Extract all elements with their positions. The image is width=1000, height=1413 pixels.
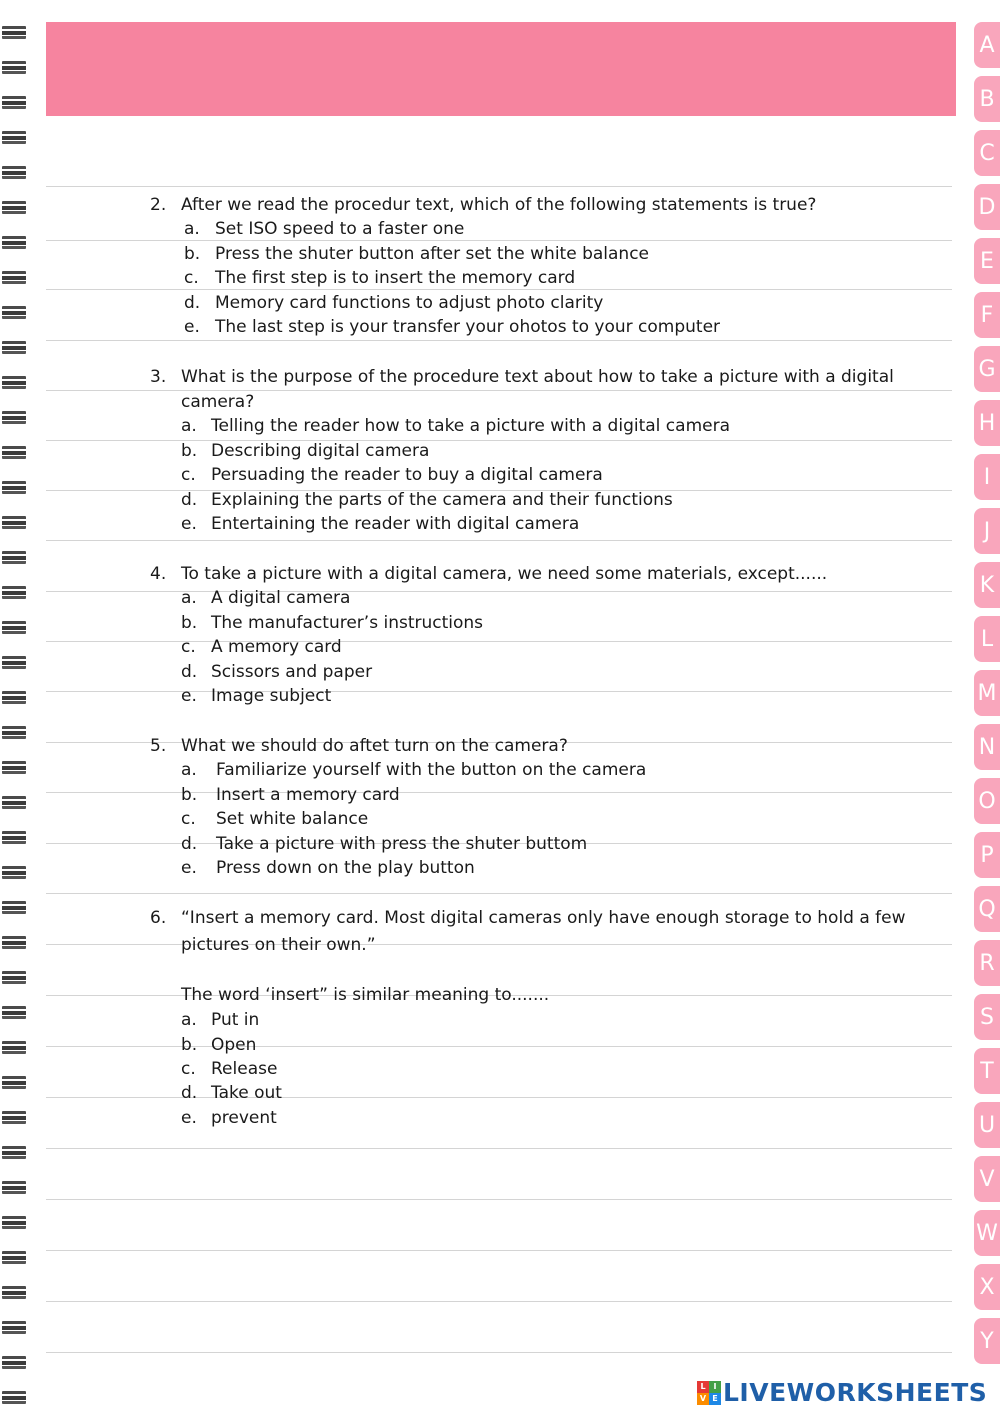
spiral-ring [2, 26, 26, 39]
spiral-ring [2, 621, 26, 634]
option-text[interactable]: Release [211, 1059, 278, 1079]
option-letter: b. [181, 785, 198, 805]
spiral-ring [2, 831, 26, 844]
logo-text: LIVEWORKSHEETS [723, 1378, 988, 1407]
spiral-ring [2, 1181, 26, 1194]
tab-r: R [974, 940, 1000, 986]
option-text[interactable]: Memory card functions to adjust photo clarity [215, 293, 604, 313]
option-letter: c. [181, 1059, 196, 1079]
option-letter: c. [184, 268, 199, 288]
spiral-ring [2, 796, 26, 809]
spiral-ring [2, 1356, 26, 1369]
tab-j: J [974, 508, 1000, 554]
spiral-ring [2, 96, 26, 109]
spiral-ring [2, 971, 26, 984]
spiral-ring [2, 1321, 26, 1334]
logo-mark-letter: L [697, 1381, 709, 1393]
question-text: What we should do aftet turn on the camera? [181, 736, 568, 756]
spiral-ring [2, 516, 26, 529]
tab-e: E [974, 238, 1000, 284]
spiral-ring [2, 1006, 26, 1019]
spiral-ring [2, 271, 26, 284]
option-letter: c. [181, 637, 196, 657]
logo-mark-letter: V [697, 1393, 709, 1405]
option-text[interactable]: Set white balance [216, 809, 369, 829]
ruled-line [46, 893, 952, 894]
option-letter: b. [181, 613, 198, 633]
tab-q: Q [974, 886, 1000, 932]
option-letter: e. [181, 514, 197, 534]
tab-n: N [974, 724, 1000, 770]
spiral-ring [2, 201, 26, 214]
ruled-line [46, 289, 952, 290]
tab-u: U [974, 1102, 1000, 1148]
option-letter: d. [181, 490, 198, 510]
option-letter: d. [184, 293, 201, 313]
option-letter: d. [181, 834, 198, 854]
spiral-ring [2, 1251, 26, 1264]
question-number: 4. [150, 564, 167, 584]
option-letter: e. [181, 858, 197, 878]
option-letter: d. [181, 1083, 198, 1103]
tab-p: P [974, 832, 1000, 878]
spiral-binding [0, 18, 30, 1413]
spiral-ring [2, 61, 26, 74]
question-number: 3. [150, 367, 167, 387]
option-text[interactable]: Open [211, 1035, 257, 1055]
spiral-ring [2, 1111, 26, 1124]
header-band [46, 22, 956, 116]
option-text[interactable]: prevent [211, 1108, 277, 1128]
ruled-line [46, 1250, 952, 1251]
alphabet-tabs [974, 18, 1000, 1378]
option-text[interactable]: Persuading the reader to buy a digital camera [211, 465, 603, 485]
logo-mark-letter: E [709, 1393, 721, 1405]
tab-m: M [974, 670, 1000, 716]
option-text[interactable]: A digital camera [211, 588, 351, 608]
ruled-line [46, 1301, 952, 1302]
spiral-ring [2, 411, 26, 424]
spiral-ring [2, 376, 26, 389]
spiral-ring [2, 1216, 26, 1229]
option-text[interactable]: Entertaining the reader with digital camera [211, 514, 580, 534]
spiral-ring [2, 236, 26, 249]
option-letter: a. [181, 416, 197, 436]
option-letter: c. [181, 465, 196, 485]
ruled-line [46, 240, 952, 241]
option-letter: e. [181, 1108, 197, 1128]
spiral-ring [2, 1391, 26, 1404]
option-text[interactable]: Take out [211, 1083, 282, 1103]
question-text: What is the purpose of the procedure text about how to take a picture with a digital [181, 367, 894, 387]
spiral-ring [2, 656, 26, 669]
option-text[interactable]: Scissors and paper [211, 662, 373, 682]
quote-text: “Insert a memory card. Most digital cameras only have enough storage to hold a few [181, 908, 906, 928]
option-letter: c. [181, 809, 196, 829]
option-letter: a. [181, 760, 197, 780]
tab-g: G [974, 346, 1000, 392]
ruled-line [46, 540, 952, 541]
tab-a: A [974, 22, 1000, 68]
option-text[interactable]: Describing digital camera [211, 441, 430, 461]
spiral-ring [2, 1041, 26, 1054]
quote-text: pictures on their own.” [181, 935, 376, 955]
option-text[interactable]: Press the shuter button after set the white balance [215, 244, 650, 264]
tab-s: S [974, 994, 1000, 1040]
tab-c: C [974, 130, 1000, 176]
spiral-ring [2, 1146, 26, 1159]
question-number: 5. [150, 736, 167, 756]
spiral-ring [2, 481, 26, 494]
tab-v: V [974, 1156, 1000, 1202]
ruled-line [46, 1199, 952, 1200]
option-letter: b. [181, 1035, 198, 1055]
option-text[interactable]: Insert a memory card [216, 785, 400, 805]
tab-b: B [974, 76, 1000, 122]
option-text[interactable]: Telling the reader how to take a picture with a digital camera [211, 416, 730, 436]
option-text[interactable]: Put in [211, 1010, 260, 1030]
spiral-ring [2, 761, 26, 774]
option-text[interactable]: The manufacturer’s instructions [211, 613, 484, 633]
option-text[interactable]: The last step is your transfer your ohotos to your computer [215, 317, 721, 337]
question-number: 6. [150, 908, 167, 928]
option-letter: a. [181, 588, 197, 608]
spiral-ring [2, 341, 26, 354]
tab-t: T [974, 1048, 1000, 1094]
question-text: camera? [181, 392, 255, 412]
option-letter: a. [184, 219, 200, 239]
tab-h: H [974, 400, 1000, 446]
ruled-line [46, 1148, 952, 1149]
ruled-line [46, 1352, 952, 1353]
option-text[interactable]: A memory card [211, 637, 342, 657]
tab-y: Y [974, 1318, 1000, 1364]
spiral-ring [2, 691, 26, 704]
ruled-line [46, 186, 952, 187]
option-text[interactable]: Explaining the parts of the camera and their functions [211, 490, 673, 510]
option-text[interactable]: Familiarize yourself with the button on the camera [216, 760, 647, 780]
spiral-ring [2, 726, 26, 739]
tab-w: W [974, 1210, 1000, 1256]
tab-f: F [974, 292, 1000, 338]
tab-l: L [974, 616, 1000, 662]
logo-mark-icon [697, 1381, 721, 1405]
spiral-ring [2, 586, 26, 599]
spiral-ring [2, 551, 26, 564]
option-letter: b. [181, 441, 198, 461]
option-text[interactable]: Take a picture with press the shuter buttom [216, 834, 588, 854]
option-letter: b. [184, 244, 201, 264]
option-text[interactable]: Set ISO speed to a faster one [215, 219, 465, 239]
tab-i: I [974, 454, 1000, 500]
option-letter: a. [181, 1010, 197, 1030]
logo-mark-letter: I [709, 1381, 721, 1393]
spiral-ring [2, 936, 26, 949]
option-letter: e. [184, 317, 200, 337]
tab-k: K [974, 562, 1000, 608]
spiral-ring [2, 131, 26, 144]
liveworksheets-logo [697, 1378, 987, 1407]
option-letter: e. [181, 686, 197, 706]
option-text[interactable]: The first step is to insert the memory card [215, 268, 576, 288]
spiral-ring [2, 866, 26, 879]
ruled-line [46, 340, 952, 341]
option-letter: d. [181, 662, 198, 682]
tab-d: D [974, 184, 1000, 230]
question-text: The word ‘insert” is similar meaning to....... [181, 985, 550, 1005]
tab-o: O [974, 778, 1000, 824]
spiral-ring [2, 306, 26, 319]
question-text: To take a picture with a digital camera, we need some materials, except...... [181, 564, 828, 584]
spiral-ring [2, 901, 26, 914]
spiral-ring [2, 166, 26, 179]
ruled-line [46, 390, 952, 391]
option-text[interactable]: Press down on the play button [216, 858, 475, 878]
option-text[interactable]: Image subject [211, 686, 332, 706]
spiral-ring [2, 1076, 26, 1089]
spiral-ring [2, 1286, 26, 1299]
question-text: After we read the procedur text, which of the following statements is true? [181, 195, 817, 215]
question-number: 2. [150, 195, 167, 215]
spiral-ring [2, 446, 26, 459]
tab-x: X [974, 1264, 1000, 1310]
